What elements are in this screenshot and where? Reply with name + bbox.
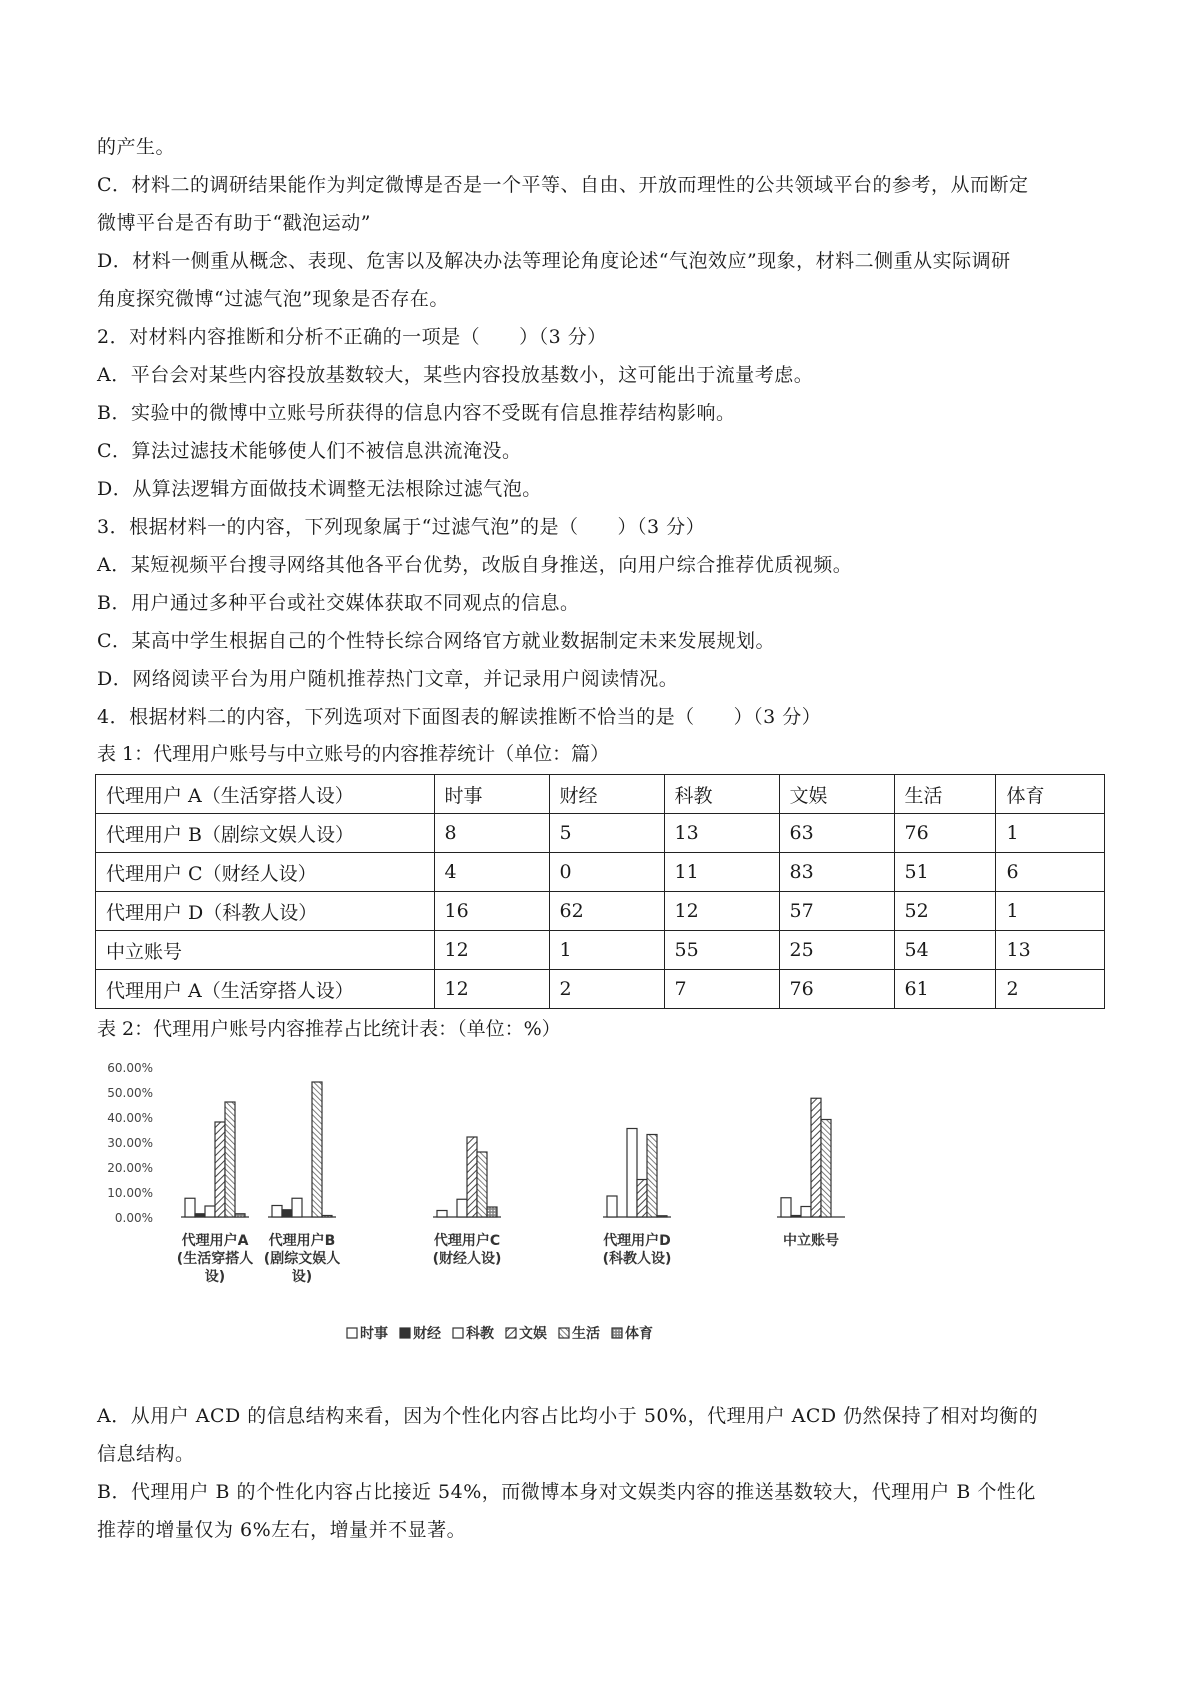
- legend-swatch: [400, 1328, 410, 1338]
- table-cell: 12: [434, 970, 549, 1009]
- bar-财经: [282, 1210, 292, 1217]
- legend-swatch: [559, 1328, 569, 1338]
- document-page: [97, 128, 1107, 1549]
- category-label: 代理用户D: [603, 1233, 671, 1249]
- table-cell: 62: [549, 892, 664, 931]
- bar-财经: [195, 1214, 205, 1217]
- table-cell: 代理用户 A（生活穿搭人设）: [96, 775, 435, 814]
- table-cell: 12: [434, 931, 549, 970]
- table-cell: 5: [549, 814, 664, 853]
- question-3-stem: 3．根据材料一的内容，下列现象属于“过滤气泡”的是（ ）（3 分）: [97, 516, 706, 538]
- table-cell: 1: [996, 892, 1105, 931]
- table-cell: 2: [996, 970, 1105, 1009]
- bar-时事: [272, 1206, 282, 1218]
- table-cell: 科教: [664, 775, 779, 814]
- bar-chart: [97, 1047, 1107, 1397]
- table-cell: 中立账号: [96, 931, 435, 970]
- question-2-stem: 2．对材料内容推断和分析不正确的一项是（ ）（3 分）: [97, 326, 607, 348]
- table-cell: 16: [434, 892, 549, 931]
- bar-chart-svg: [97, 1047, 1107, 1397]
- option-d: D．网络阅读平台为用户随机推荐热门文章，并记录用户阅读情况。: [97, 668, 679, 690]
- option-b: B．用户通过多种平台或社交媒体获取不同观点的信息。: [97, 592, 580, 614]
- table-cell: 代理用户 D（科教人设）: [96, 892, 435, 931]
- table-cell: 文娱: [779, 775, 894, 814]
- category-label: 中立账号: [783, 1233, 839, 1249]
- table-row: [96, 814, 1105, 853]
- bar-时事: [781, 1198, 791, 1217]
- legend-swatch: [506, 1328, 516, 1338]
- option-a: A．平台会对某些内容投放基数较大，某些内容投放基数小，这可能出于流量考虑。: [97, 364, 814, 386]
- category-label: (剧综文娱人: [263, 1251, 341, 1267]
- y-tick-label: 0.00%: [114, 1211, 153, 1225]
- table-cell: 财经: [549, 775, 664, 814]
- y-tick-label: 50.00%: [107, 1086, 153, 1100]
- text-line: D．材料一侧重从概念、表现、危害以及解决办法等理论角度论述“气泡效应”现象，材料二侧重从实际调研: [97, 250, 1011, 272]
- table-cell: 13: [996, 931, 1105, 970]
- table-cell: 83: [779, 853, 894, 892]
- table-header-row: [96, 775, 1105, 814]
- table-cell: 代理用户 B（剧综文娱人设）: [96, 814, 435, 853]
- option-b: B．实验中的微博中立账号所获得的信息内容不受既有信息推荐结构影响。: [97, 402, 736, 424]
- bar-时事: [607, 1196, 617, 1217]
- table-cell: 1: [996, 814, 1105, 853]
- bar-体育: [657, 1216, 667, 1217]
- bar-科教: [292, 1198, 302, 1217]
- bar-科教: [205, 1206, 215, 1217]
- legend-label: 时事: [360, 1326, 388, 1342]
- category-label: 设): [291, 1269, 313, 1285]
- text-line: 推荐的增量仅为 6%左右，增量并不显著。: [97, 1519, 467, 1541]
- table-cell: 12: [664, 892, 779, 931]
- question-4-stem: 4．根据材料二的内容，下列选项对下面图表的解读推断不恰当的是（ ）（3 分）: [97, 706, 822, 728]
- table-cell: 61: [894, 970, 996, 1009]
- bar-时事: [437, 1211, 447, 1218]
- text-line: 信息结构。: [97, 1443, 195, 1465]
- table-cell: 54: [894, 931, 996, 970]
- bar-科教: [627, 1129, 637, 1218]
- option-a: A．某短视频平台搜寻网络其他各平台优势，改版自身推送，向用户综合推荐优质视频。: [97, 554, 853, 576]
- bar-文娱: [811, 1098, 821, 1217]
- table-cell: 52: [894, 892, 996, 931]
- bar-生活: [312, 1082, 322, 1217]
- table-cell: 57: [779, 892, 894, 931]
- bar-时事: [185, 1198, 195, 1217]
- question-text-top: [97, 128, 1107, 736]
- table-cell: 63: [779, 814, 894, 853]
- bar-生活: [647, 1135, 657, 1218]
- table-cell: 生活: [894, 775, 996, 814]
- legend-label: 文娱: [519, 1326, 547, 1342]
- table-row: [96, 892, 1105, 931]
- table-cell: 2: [549, 970, 664, 1009]
- table2-caption: 表 2：代理用户账号内容推荐占比统计表：（单位：%）: [97, 1018, 561, 1040]
- table1: [95, 774, 1105, 1009]
- table-cell: 55: [664, 931, 779, 970]
- table-cell: 体育: [996, 775, 1105, 814]
- y-tick-label: 10.00%: [107, 1186, 153, 1200]
- y-tick-label: 40.00%: [107, 1111, 153, 1125]
- table1-caption: 表 1：代理用户账号与中立账号的内容推荐统计（单位：篇）: [97, 743, 610, 765]
- table-cell: 代理用户 C（财经人设）: [96, 853, 435, 892]
- category-label: (生活穿搭人: [176, 1251, 254, 1267]
- y-tick-label: 20.00%: [107, 1161, 153, 1175]
- bar-文娱: [637, 1180, 647, 1218]
- table-cell: 25: [779, 931, 894, 970]
- legend-label: 财经: [413, 1326, 441, 1342]
- bar-科教: [457, 1199, 467, 1217]
- category-label: (科教人设): [602, 1251, 672, 1267]
- table-row: [96, 931, 1105, 970]
- legend-label: 生活: [572, 1326, 600, 1342]
- table-cell: 1: [549, 931, 664, 970]
- bar-体育: [322, 1216, 332, 1218]
- category-label: 设): [204, 1269, 226, 1285]
- option-c: C．某高中学生根据自己的个性特长综合网络官方就业数据制定未来发展规划。: [97, 630, 776, 652]
- bar-体育: [235, 1214, 245, 1217]
- table-cell: 代理用户 A（生活穿搭人设）: [96, 970, 435, 1009]
- table-cell: 时事: [434, 775, 549, 814]
- category-label: 代理用户C: [433, 1233, 501, 1249]
- y-tick-label: 60.00%: [107, 1061, 153, 1075]
- table-cell: 76: [779, 970, 894, 1009]
- legend-label: 科教: [466, 1326, 494, 1342]
- text-line: 角度探究微博“过滤气泡”现象是否存在。: [97, 288, 449, 310]
- text-line: C．材料二的调研结果能作为判定微博是否是一个平等、自由、开放而理性的公共领域平台的参考，从而断定: [97, 174, 1029, 196]
- text-line: 微博平台是否有助于“戳泡运动”: [97, 212, 371, 234]
- bar-生活: [477, 1152, 487, 1217]
- category-label: 代理用户A: [181, 1233, 249, 1249]
- option-b: B．代理用户 B 的个性化内容占比接近 54%，而微博本身对文娱类内容的推送基数较大，代理用户 B 个性化: [97, 1481, 1036, 1503]
- category-label: 代理用户B: [268, 1233, 336, 1249]
- option-d: D．从算法逻辑方面做技术调整无法根除过滤气泡。: [97, 478, 542, 500]
- text-line: 的产生。: [97, 136, 176, 158]
- table-cell: 0: [549, 853, 664, 892]
- table-cell: 76: [894, 814, 996, 853]
- table-cell: 7: [664, 970, 779, 1009]
- bar-生活: [821, 1120, 831, 1218]
- bar-科教: [801, 1207, 811, 1218]
- table-row: [96, 853, 1105, 892]
- legend-swatch: [612, 1328, 622, 1338]
- category-label: (财经人设): [432, 1251, 502, 1267]
- table-cell: 13: [664, 814, 779, 853]
- bar-文娱: [467, 1137, 477, 1217]
- bar-生活: [225, 1102, 235, 1217]
- table-cell: 4: [434, 853, 549, 892]
- legend-swatch: [347, 1328, 357, 1338]
- legend-swatch: [453, 1328, 463, 1338]
- bar-财经: [791, 1216, 801, 1218]
- option-c: C．算法过滤技术能够使人们不被信息洪流淹没。: [97, 440, 522, 462]
- table-row: [96, 970, 1105, 1009]
- question-text-bottom: [97, 1397, 1107, 1549]
- table-cell: 6: [996, 853, 1105, 892]
- table-cell: 11: [664, 853, 779, 892]
- bar-体育: [487, 1207, 497, 1217]
- table-cell: 51: [894, 853, 996, 892]
- y-tick-label: 30.00%: [107, 1136, 153, 1150]
- option-a: A．从用户 ACD 的信息结构来看，因为个性化内容占比均小于 50%，代理用户 ACD 仍然保持了相对均衡的: [97, 1405, 1039, 1427]
- legend-label: 体育: [625, 1326, 653, 1342]
- table-cell: 8: [434, 814, 549, 853]
- bar-文娱: [215, 1122, 225, 1217]
